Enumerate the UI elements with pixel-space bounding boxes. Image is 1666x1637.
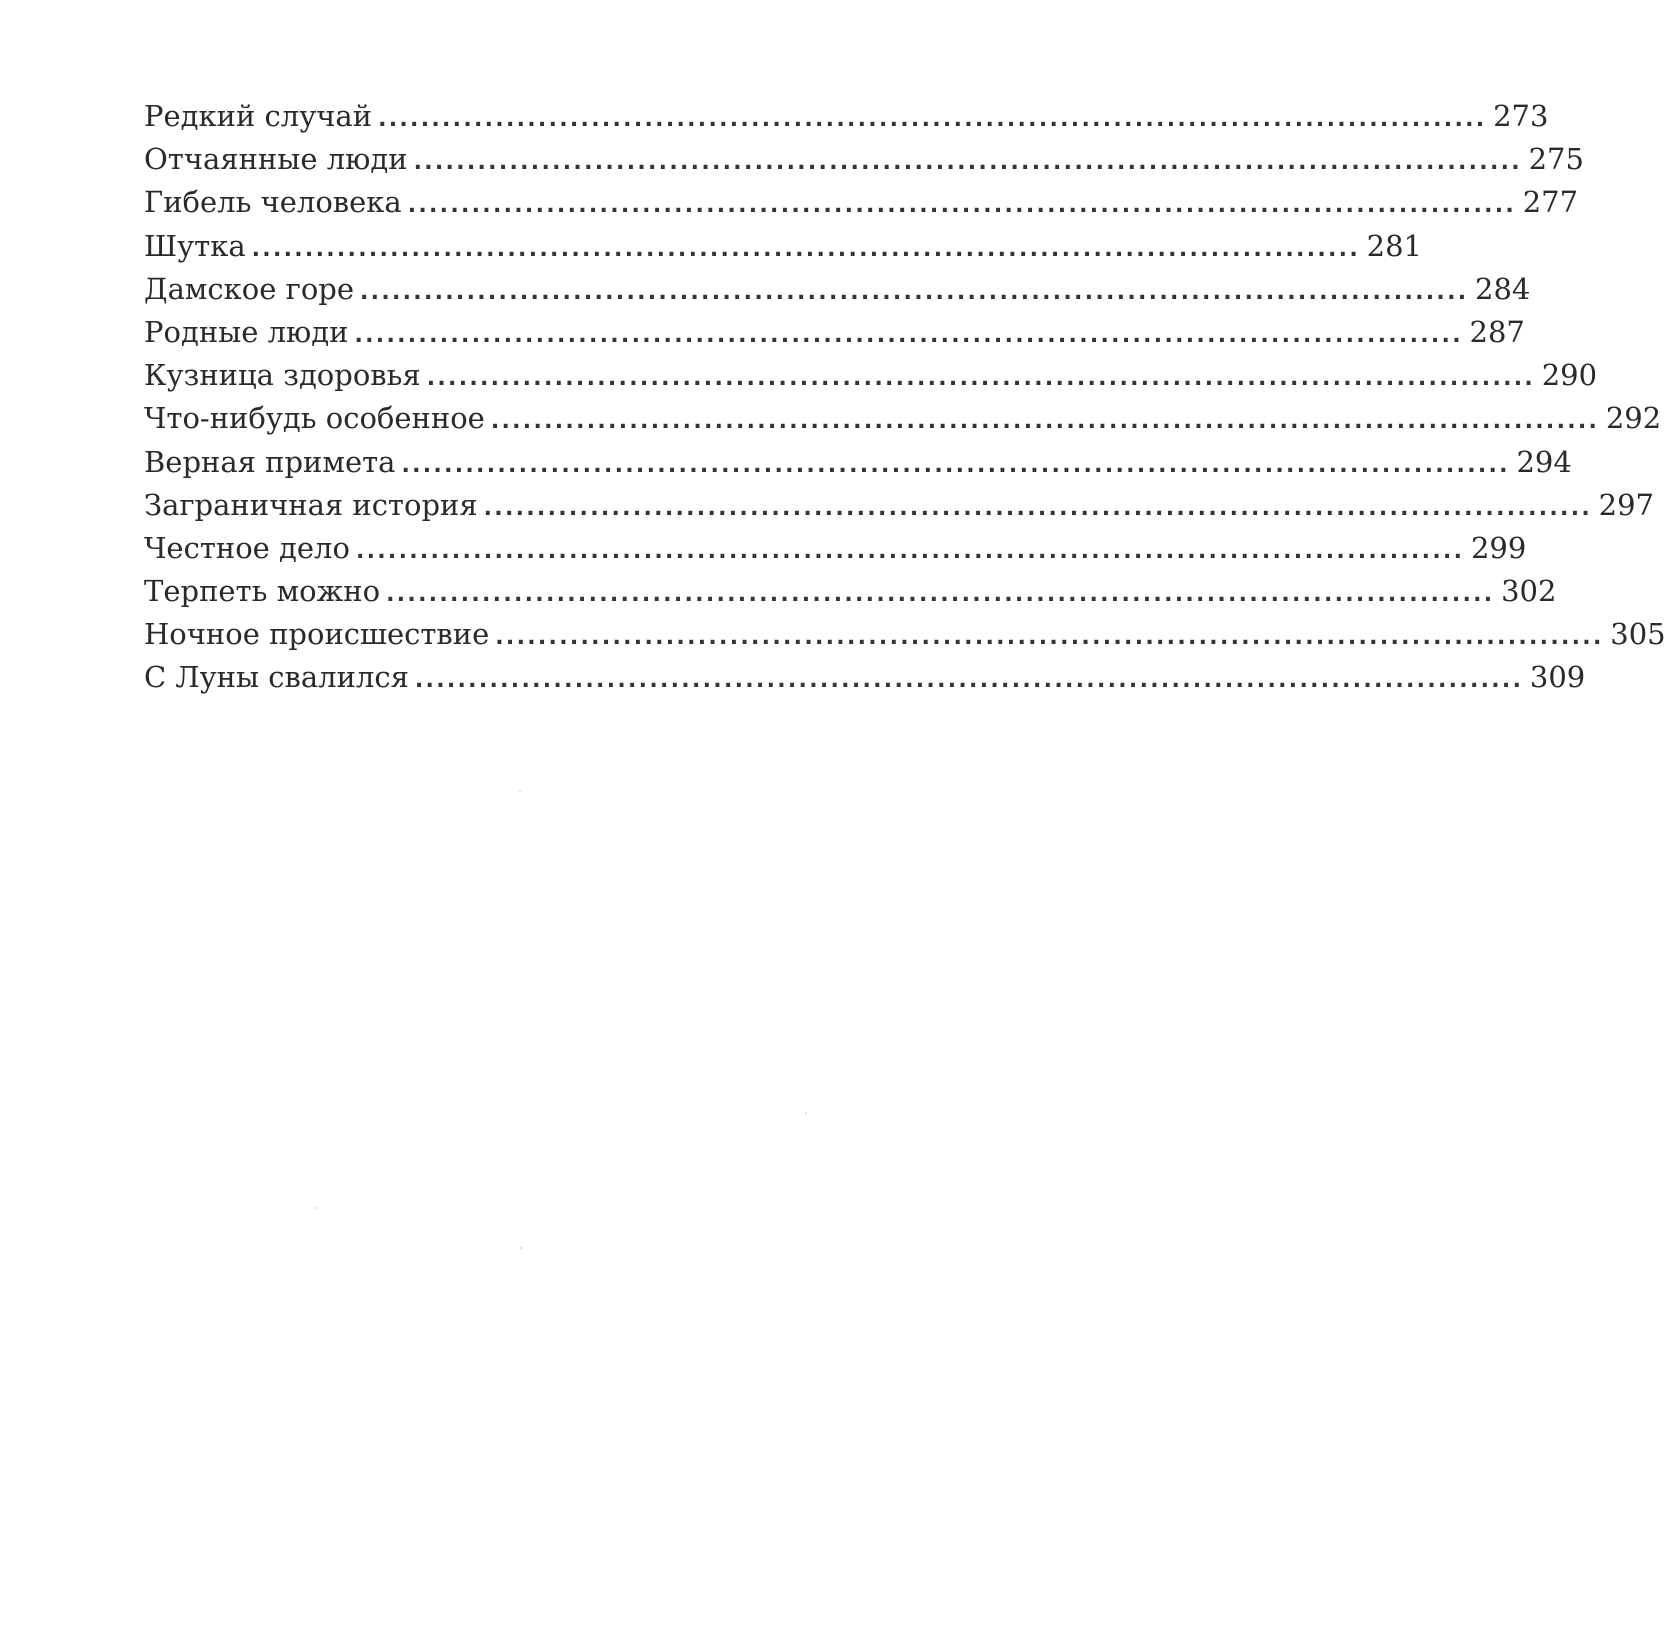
toc-entry-page-number: 309 <box>1529 660 1586 695</box>
paper-speck <box>519 790 521 792</box>
dot-leader: ........................................................................................................ <box>490 409 1600 435</box>
toc-entry <box>144 181 1579 224</box>
toc-entry <box>144 95 1549 138</box>
toc-entry-title: Заграничная история <box>144 487 478 522</box>
table-of-contents <box>144 95 1666 700</box>
toc-entry <box>144 311 1525 354</box>
toc-entry-title: Дамское горе <box>144 271 355 306</box>
toc-entry-page-number: 281 <box>1366 228 1422 263</box>
toc-entry-title: Редкий случай <box>144 99 373 133</box>
dot-leader: ........................................................................................................ <box>414 668 1524 694</box>
toc-entry-page-number: 273 <box>1493 99 1549 133</box>
toc-entry-title: Ночное происшествие <box>144 617 490 652</box>
dot-leader: ........................................................................................................ <box>413 150 1522 176</box>
toc-entry-page-number: 284 <box>1475 271 1531 306</box>
toc-entry <box>144 570 1557 613</box>
toc-entry-page-number: 302 <box>1501 574 1557 609</box>
paper-speck <box>805 1112 807 1114</box>
toc-entry <box>144 225 1422 268</box>
toc-entry-title: Терпеть можно <box>144 574 381 609</box>
dot-leader: ........................................................................................................ <box>426 366 1536 392</box>
paper-speck <box>520 1247 522 1249</box>
toc-entry-page-number: 287 <box>1469 314 1525 349</box>
toc-entry-page-number: 292 <box>1605 401 1662 436</box>
toc-entry <box>144 527 1527 570</box>
toc-entry-page-number: 290 <box>1541 358 1598 393</box>
toc-entry-title: Гибель человека <box>144 185 402 220</box>
dot-leader: ........................................................................................................ <box>483 495 1593 521</box>
dot-leader: ........................................................................................................ <box>401 452 1510 478</box>
toc-entry-page-number: 294 <box>1516 444 1572 479</box>
toc-entry <box>144 354 1598 397</box>
toc-entry <box>144 138 1584 181</box>
toc-entry <box>144 484 1655 527</box>
dot-leader: ........................................................................................................ <box>354 322 1463 348</box>
toc-entry <box>144 441 1572 484</box>
toc-entry-title: Кузница здоровья <box>144 358 421 393</box>
toc-entry-page-number: 297 <box>1598 487 1655 522</box>
dot-leader: ........................................................................................................ <box>495 625 1604 651</box>
toc-entry-title: С Луны свалился <box>144 660 409 695</box>
dot-leader: ........................................................................................................ <box>355 538 1465 564</box>
toc-entry <box>144 397 1662 440</box>
toc-entry-page-number: 277 <box>1522 185 1579 220</box>
toc-entry-page-number: 299 <box>1470 530 1527 565</box>
toc-entry-title: Честное дело <box>144 530 350 565</box>
toc-entry <box>144 656 1586 699</box>
dot-leader: ........................................................................................................ <box>378 107 1487 132</box>
toc-entry-title: Верная примета <box>144 444 396 479</box>
toc-entry <box>144 268 1531 311</box>
toc-entry-page-number: 305 <box>1610 617 1666 652</box>
toc-entry <box>144 613 1666 656</box>
dot-leader: ........................................................................................................ <box>386 582 1495 608</box>
toc-entry-title: Отчаянные люди <box>144 142 408 177</box>
toc-entry-page-number: 275 <box>1528 142 1584 177</box>
dot-leader: ........................................................................................................ <box>360 279 1469 305</box>
dot-leader: ........................................................................................................ <box>251 236 1360 262</box>
toc-entry-title: Родные люди <box>144 314 349 349</box>
toc-entry-title: Что-нибудь особенное <box>144 401 485 436</box>
toc-entry-title: Шутка <box>144 228 246 263</box>
dot-leader: ........................................................................................................ <box>407 193 1517 219</box>
paper-speck <box>316 1207 318 1209</box>
